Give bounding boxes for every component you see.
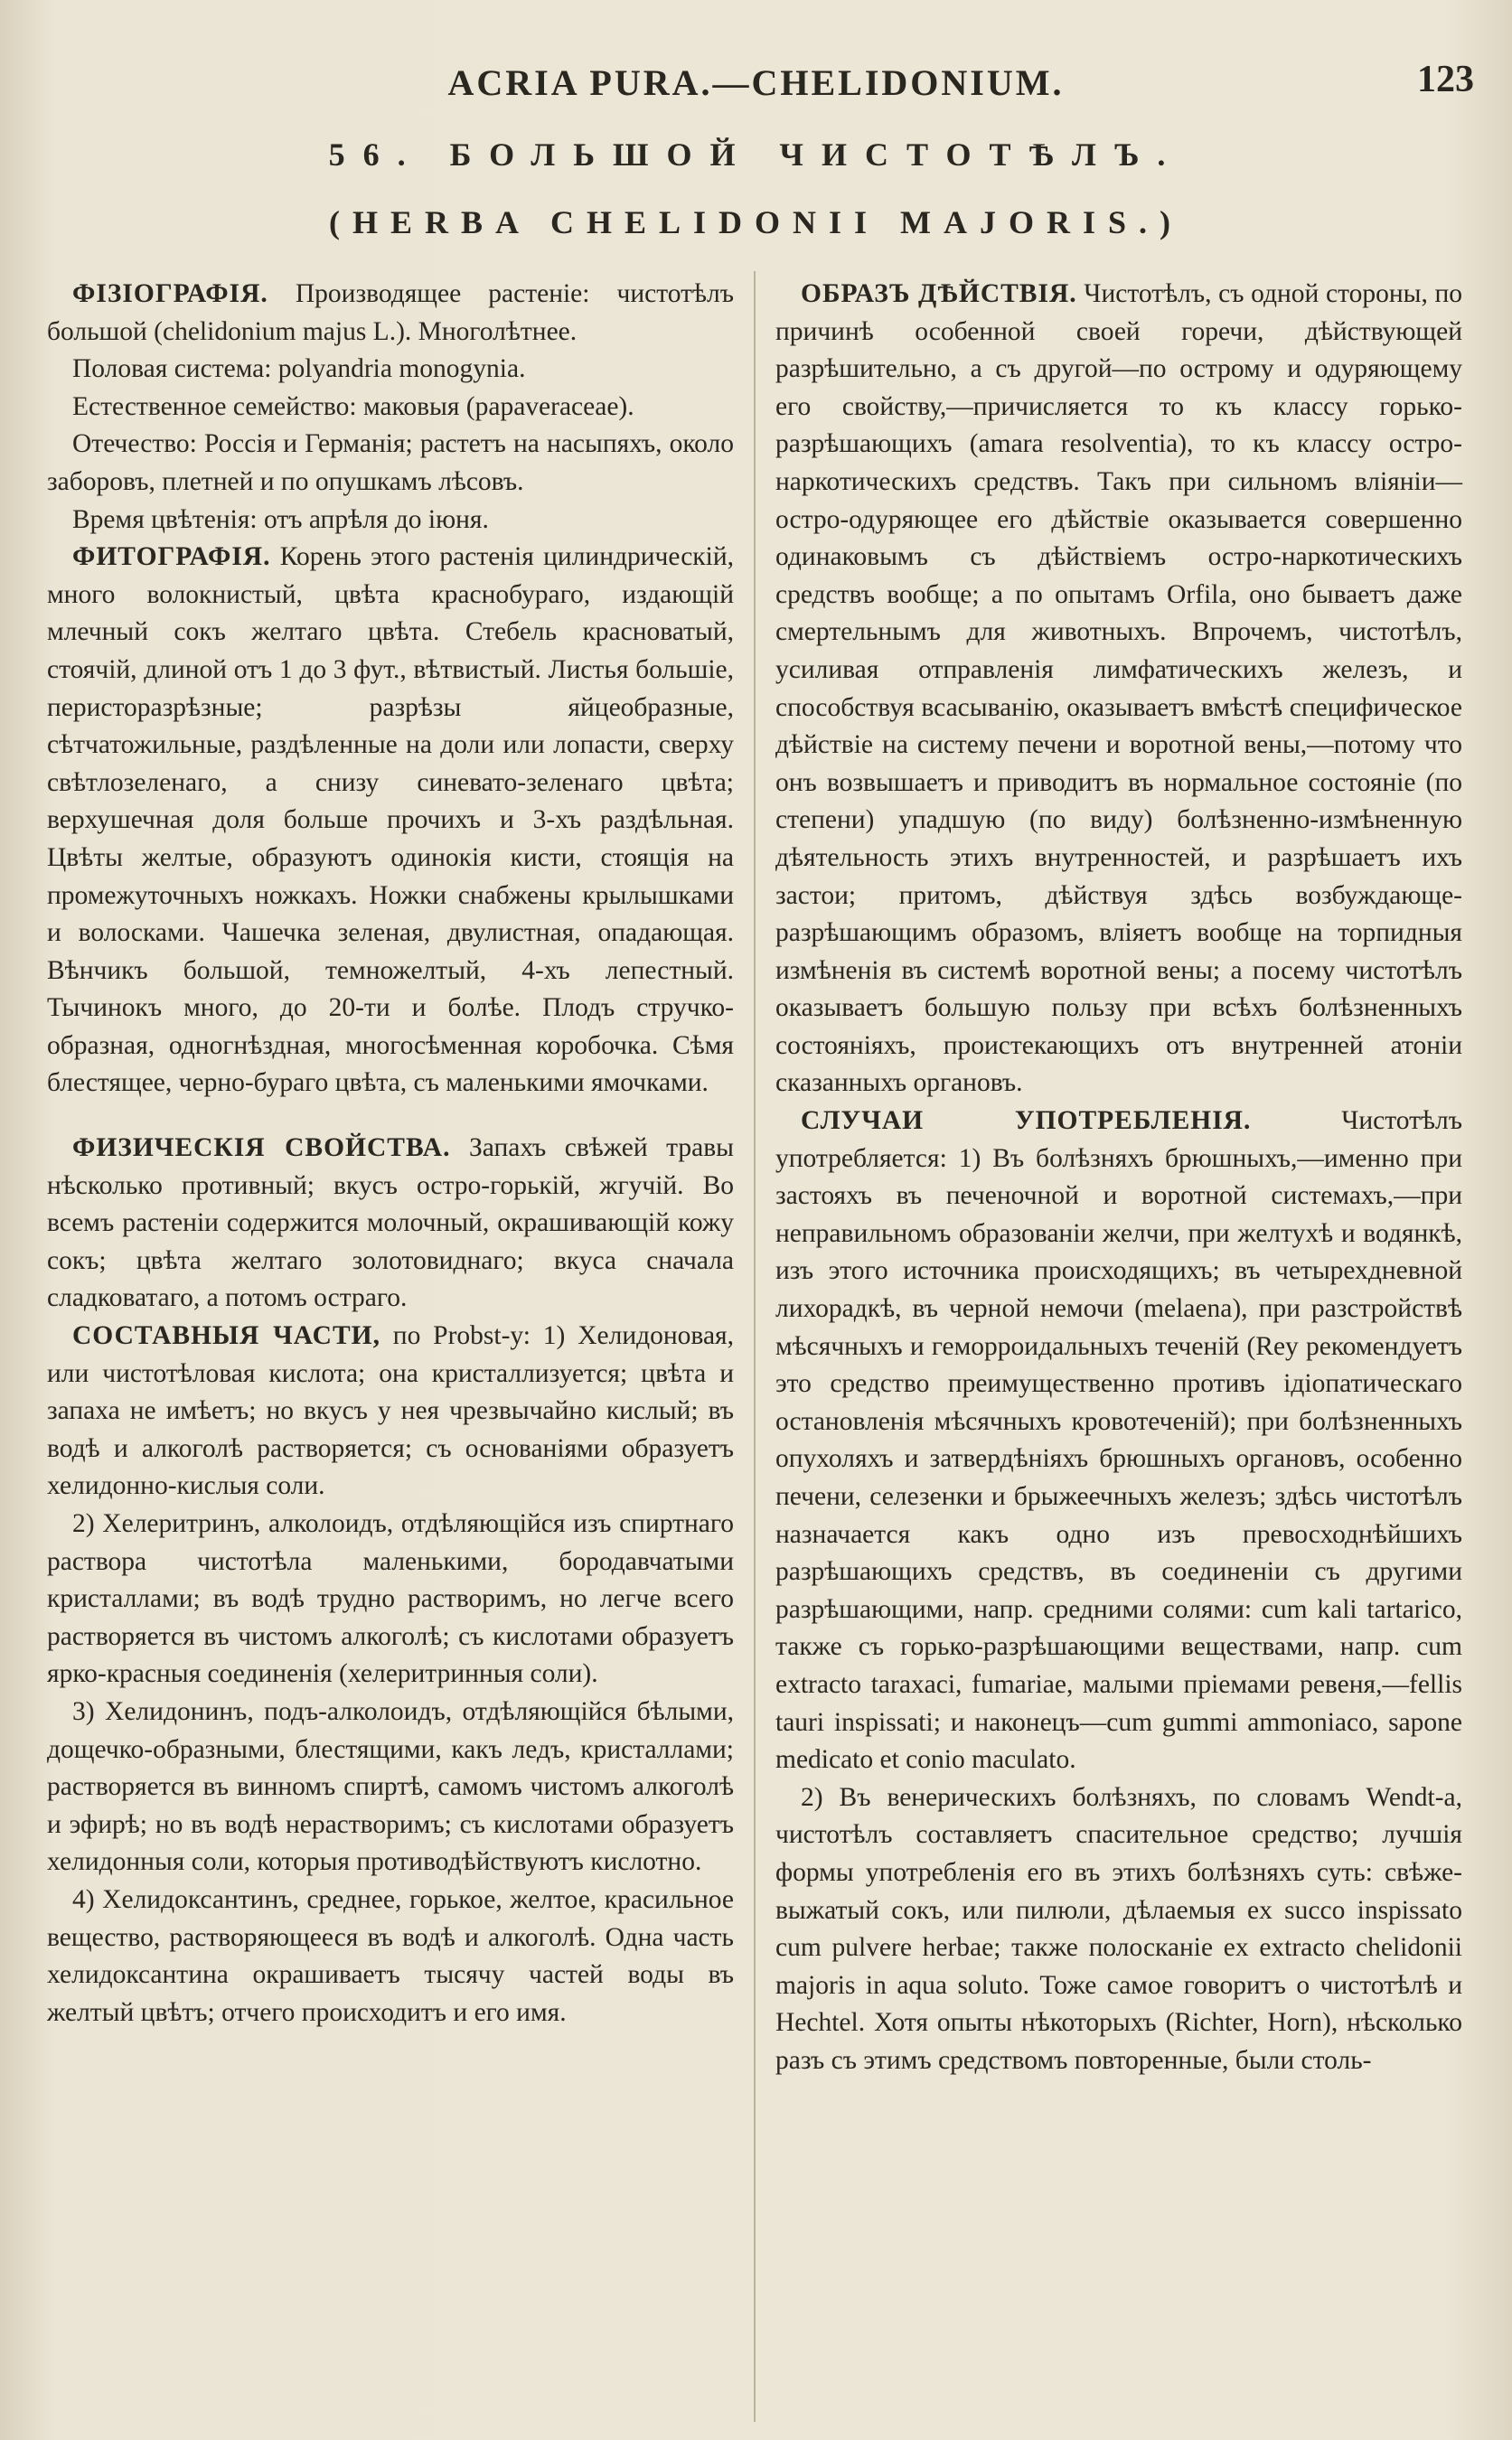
physical-text: Запахъ свѣжей травы нѣсколько противный; вкусъ остро-горькій, жгучій. Во всемъ растеніи содержится молочный, окрашивающій кожу сокъ; цвѣта желтаго золотовиднаго; вкуса сначала сладковатаго, а потомъ остраго. <box>47 1133 734 1313</box>
cases-paragraph <box>775 1103 1462 1779</box>
left-column <box>47 276 734 2032</box>
bloom-time: Время цвѣтенія: отъ апрѣля до іюня. <box>72 504 489 534</box>
components-intro: по Probst-у: 1) Хелидоновая, или чистотѣловая кислота; она кристаллизуется; цвѣта и запаха не имѣетъ; но вкусъ у нея чрезвычайно кислый; въ водѣ и алкоголѣ растворяется; съ основаніями образуетъ хелидонно-кислыя соли. <box>47 1321 734 1501</box>
natural-family: Естественное семейство: маковыя (papaveraceae). <box>72 391 634 421</box>
cases-item-2: 2) Въ венерическихъ болѣзняхъ, по словамъ Wendt-а, чистотѣлъ составляетъ спасительное средство; лучшія формы употребленія его въ этихъ болѣзняхъ суть: свѣже-выжатый сокъ, или пилюли, дѣлаемыя ex succo inspissato cum pulvere herbae; также полосканіе ex extracto chelidonii majoris in aqua soluto. Тоже самое говоритъ о чистотѣлѣ и Hechtel. Хотя опыты нѣкоторыхъ (Richter, Horn), нѣсколько разъ съ этимъ средствомъ повторенные, были столь- <box>775 1782 1462 2075</box>
sex-system: Половая система: polyandria monogynia. <box>72 354 526 384</box>
cases-heading: СЛУЧАИ УПОТРЕБЛЕНІЯ. <box>801 1106 1252 1136</box>
components-heading: СОСТАВНЫЯ ЧАСТИ, <box>72 1321 380 1351</box>
action-heading: ОБРАЗЪ ДѢЙСТВІЯ. <box>801 279 1077 308</box>
phytography-text: Корень этого растенія цилиндрическій, много волокнистый, цвѣта краснобураго, издающій млечный сокъ желтаго цвѣта. Стебель красноватый, стоячій, длиной отъ 1 до 3 фут., вѣтвистый. Листья большіе, перисторазрѣзные; разрѣзы яйцеобразные, сѣтчатожильные, раздѣленные на доли или лопасти, сверху свѣтлозеленаго, а снизу синевато-зеленаго цвѣта; верхушечная доля больше прочихъ и 3-хъ раздѣльная. Цвѣты желтые, образуютъ одинокія кисти, стоящія на промежуточныхъ ножкахъ. Ножки снабжены крылышками и волосками. Чашечка зеленая, двулистная, опадающая. Вѣнчикъ большой, темножелтый, 4-хъ лепестный. Тычинокъ много, до 20-ти и болѣе. Плодъ стручко-образная, одногнѣздная, многосѣменная коробочка. Сѣмя блестящее, черно-бураго цвѣта, съ маленькими ямочками. <box>47 542 734 1098</box>
component-item-3: 3) Хелидонинъ, подъ-алколоидъ, отдѣляющійся бѣлыми, дощечко-образными, блестящими, какъ ледъ, кристаллами; растворяется въ винномъ спиртѣ, самомъ чистомъ алкоголѣ и эфирѣ; но въ водѣ нерастворимъ; съ кислотами образуетъ хелидонныя соли, которыя противодѣйствуютъ кислотно. <box>47 1696 734 1877</box>
physiography-heading: ФІЗІОГРАФІЯ. <box>72 279 268 308</box>
article-latin-title: (HERBA CHELIDONII MAJORIS.) <box>328 204 1184 240</box>
phytography-heading: ФИТОГРАФІЯ. <box>72 542 271 572</box>
action-text: Чистотѣлъ, съ одной стороны, по причинѣ особенной своей горечи, дѣйствующей разрѣшительно, а съ другой—по острому и одуряющему его свойству,—причисляется то къ классу горько-разрѣшающихъ (amara resolventia), то къ классу остро-наркотическихъ средствъ. Такъ при сильномъ вліяніи—остро-одуряющее его дѣйствіе оказывается совершенно одинаковымъ съ дѣйствіемъ остро-наркотическихъ средствъ вообще; а по опытамъ Orfila, оно бываетъ даже смертельнымъ для животныхъ. Впрочемъ, чистотѣлъ, усиливая отправленія лимфатическихъ железъ, и способствуя всасыванію, оказываетъ вмѣстѣ специфическое дѣйствіе на систему печени и воротной вены,—потому что онъ возвышаетъ и приводитъ въ нормальное состояніе (по степени) упадшую (по виду) болѣзненно-измѣненную дѣятельность этихъ внутренностей, и разрѣшаетъ ихъ застои; притомъ, дѣйствуя здѣсь возбуждающе-разрѣшающимъ образомъ, вліяетъ вообще на торпидныя измѣненія въ системѣ воротной вены; а посему чистотѣлъ оказываетъ большую пользу при всѣхъ болѣзненныхъ состояніяхъ, проистекающихъ отъ внутренней атоніи сказанныхъ органовъ. <box>775 279 1463 1098</box>
running-title: ACRIA PURA.—CHELIDONIUM. <box>447 62 1065 103</box>
article-title: 56. БОЛЬШОЙ ЧИСТОТѢЛЪ. <box>328 136 1184 173</box>
component-item-4: 4) Хелидоксантинъ, среднее, горькое, желтое, красильное вещество, растворяющееся въ водѣ и алкоголѣ. Одна часть хелидоксантина окрашиваетъ тысячу частей воды въ желтый цвѣтъ; отчего происходитъ и его имя. <box>47 1884 734 2027</box>
running-header <box>0 61 1512 116</box>
phytography-paragraph <box>47 539 734 1103</box>
component-item-2: 2) Хелеритринъ, алколоидъ, отдѣляющійся изъ спиртнаго раствора чистотѣла маленькими, бородавчатыми кристаллами; въ водѣ трудно растворимъ, но легче всего растворяется въ чистомъ алкоголѣ; съ кислотами образуетъ ярко-красныя соединенія (хелеритринныя соли). <box>47 1509 734 1689</box>
components-paragraph <box>47 1318 734 1506</box>
page-number: 123 <box>1417 59 1474 100</box>
action-paragraph <box>775 276 1462 1103</box>
physiography-paragraph <box>47 276 734 351</box>
cases-text: Чистотѣлъ употребляется: 1) Въ болѣзняхъ брюшныхъ,—именно при застояхъ въ печеночной и воротной системахъ,—при неправильномъ образованіи желчи, при желтухѣ и водянкѣ, изъ этого источника происходящихъ; въ четырехдневной лихорадкѣ, въ черной немочи (melaena), при разстройствѣ мѣсячныхъ и геморроидальныхъ теченій (Rey рекомендуетъ это средство преимущественно противъ ідіопатическаго остановленія мѣсячныхъ кровотеченій); при болѣзненныхъ опухоляхъ и затвердѣніяхъ брюшныхъ органовъ, особенно печени, селезенки и брыжеечныхъ железъ; здѣсь чистотѣлъ назначается какъ одно изъ превосходнѣйшихъ разрѣшающихъ средствъ, въ соединеніи съ другими разрѣшающими, напр. средними солями: cum kali tartarico, также съ горько-разрѣшающими веществами, напр. cum extracto taraxaci, fumariae, малыми пріемами ревеня,—fellis tauri inspissati; и наконецъ—cum gummi ammoniaco, sapone medicato et conio maculato. <box>775 1106 1463 1775</box>
physical-heading: ФИЗИЧЕСКІЯ СВОЙСТВА. <box>72 1133 451 1163</box>
physiography-text: Производящее растеніе: чистотѣлъ большой (chelidonium majus L.). Многолѣтнее. <box>47 279 735 346</box>
column-divider <box>754 271 756 2422</box>
homeland: Отечество: Россія и Германія; растетъ на насыпяхъ, около заборовъ, плетней и по опушкамъ лѣсовъ. <box>47 429 734 496</box>
physical-paragraph <box>47 1130 734 1318</box>
right-column <box>775 276 1462 2080</box>
